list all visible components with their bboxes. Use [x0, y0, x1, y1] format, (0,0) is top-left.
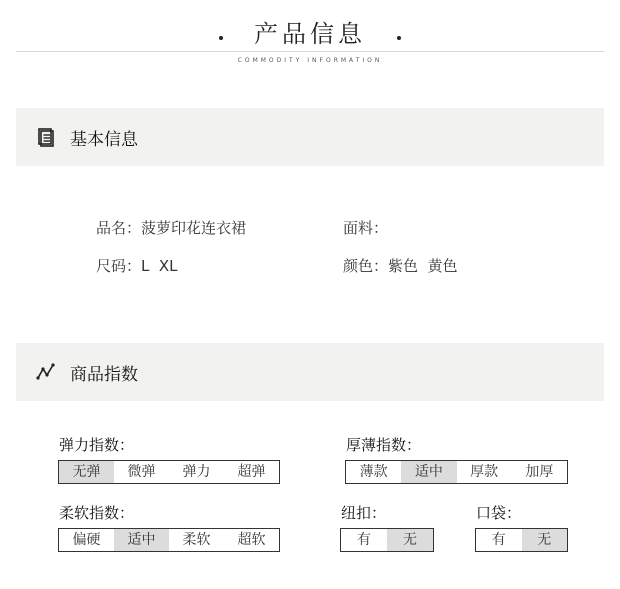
page-subtitle: COMMODITY INFORMATION — [237, 57, 383, 64]
pockets-label: 口袋： — [476, 504, 522, 522]
color-label: 颜色： — [343, 257, 389, 275]
elasticity-scale — [58, 460, 280, 484]
header-divider — [16, 51, 604, 52]
pockets-option: 有 — [491, 532, 506, 548]
fabric-field — [343, 217, 388, 238]
indices-title: 商品指数 — [70, 365, 138, 385]
color-field — [343, 255, 458, 276]
page-header — [0, 14, 620, 49]
softness-option: 超软 — [237, 532, 266, 548]
pockets-option: 无 — [522, 529, 568, 551]
thickness-option: 厚款 — [470, 464, 499, 480]
elasticity-option: 超弹 — [237, 464, 266, 480]
left-dot-icon — [219, 36, 223, 40]
name-value: 菠萝印花连衣裙 — [141, 219, 247, 237]
color-value: 紫色 黄色 — [388, 257, 458, 275]
size-value: L XL — [141, 257, 178, 275]
fabric-label: 面料： — [343, 219, 389, 237]
thickness-label: 厚薄指数： — [346, 436, 422, 454]
basic-info-bar — [16, 108, 604, 166]
indices-bar — [16, 343, 604, 401]
softness-option: 偏硬 — [72, 532, 101, 548]
elasticity-label: 弹力指数： — [59, 436, 135, 454]
document-icon — [36, 127, 56, 147]
elasticity-option: 弹力 — [182, 464, 211, 480]
softness-scale — [58, 528, 280, 552]
buttons-scale — [340, 528, 434, 552]
trend-line-icon — [36, 362, 56, 382]
buttons-option: 无 — [387, 529, 433, 551]
thickness-scale — [345, 460, 568, 484]
elasticity-option: 无弹 — [59, 461, 114, 483]
buttons-label: 纽扣： — [341, 504, 387, 522]
elasticity-option: 微弹 — [127, 464, 156, 480]
page-title: 产品信息 — [254, 20, 366, 48]
basic-info-title: 基本信息 — [70, 130, 138, 150]
name-label: 品名： — [96, 219, 142, 237]
pockets-scale — [475, 528, 568, 552]
softness-option: 柔软 — [182, 532, 211, 548]
size-label: 尺码： — [96, 257, 142, 275]
name-field — [96, 217, 246, 238]
buttons-option: 有 — [357, 532, 371, 548]
thickness-option: 适中 — [401, 461, 456, 483]
right-dot-icon — [397, 36, 401, 40]
softness-label: 柔软指数： — [59, 504, 135, 522]
thickness-option: 薄款 — [359, 464, 388, 480]
thickness-option: 加厚 — [525, 464, 554, 480]
size-field — [96, 255, 178, 276]
softness-option: 适中 — [114, 529, 169, 551]
